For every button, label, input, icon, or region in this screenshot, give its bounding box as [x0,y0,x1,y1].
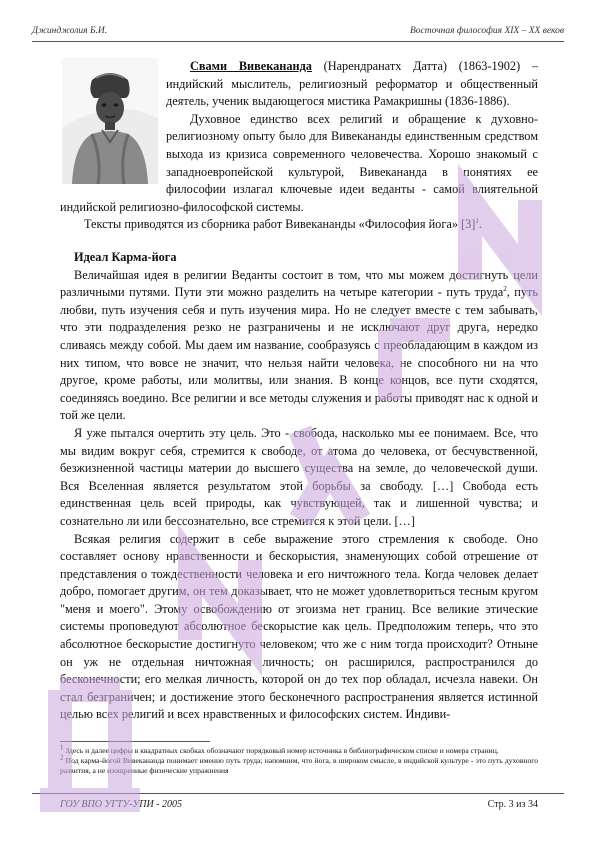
author-name: Свами Вивекананда [190,59,312,73]
page-number: Стр. 3 из 34 [487,799,538,810]
footnote-1-text: Здесь и далее цифры в квадратных скобках обозначают порядковый номер источника в библиографическом списке и номера страниц. [63,746,499,755]
intro-bio-text: (Нарендранатх Датта) (1863-1902) – индийский мыслитель, религиозный реформатор и общественный деятель, ученик выдающегося мистика Рамакришны (1836-1886). [166,59,538,109]
footnote-rule [60,741,210,742]
footnote-2-text: Под карма-йогой Вивекананда понимает именно путь труда; напомним, что йога, в широком смысле, в индийской культуре - это путь духовного развития, а не изощренные физические упражнения [60,756,538,776]
intro-block [60,58,538,234]
header-rule [32,41,564,42]
footnote-ref-2[interactable]: 2 [503,285,507,294]
header-course-title: Восточная философия XIX – XX веков [410,26,564,36]
section-title: Идеал Карма-йога [74,250,177,264]
section-paragraph-1-a: Величайшая идея в религии Веданты состоит в том, что мы можем достигнуть цели различными путями. Пути эти можно разделить на четыре категории - путь труда [60,267,538,300]
footer-institution: ГОУ ВПО УГТУ-УПИ - 2005 [60,799,183,810]
footnote-1 [60,743,538,756]
footnotes [60,741,538,777]
section-paragraph-3: Всякая религия содержит в себе выражение этого стремления к свободе. Оно составляет основу нравственности и бескорыстия, знаменующих собой отрешение от представления о тождественности человека и его ничтожного тела. Когда человек делает добро, помогает другим, он тем доказывает, что не может удовлетвориться тесным кругом "меня и моего". Этому освобождению от эгоизма нет границ. Все великие этические системы проповедуют абсолютное бескорыстие как цель. Предположим теперь, что это абсолютное бескорыстие достигнуто человеком; что же с ним тогда происходит? Отныне он уж не отдельная ничтожная личность; он расширился, распространился до бесконечности; его мелкая личность, которой он до тех пор обладал, исчезла навеки. Он стал безграничен; и достижение этого бесконечного распространения является истинной целью всех религий и всех нравственных и философских систем. Индиви- [60,531,538,722]
section-paragraph-1 [60,267,538,425]
page-footer [60,799,538,813]
intro-paragraph-3-text: Тексты приводятся из сборника работ Вивекананды «Философия йога» [3] [84,217,476,232]
footer-rule [32,793,564,794]
main-text [60,249,538,724]
section-paragraph-1-b: , путь любви, путь изучения себя и путь изучения мира. Но не следует вместе с тем забывать, что эти подразделения резко не разграничены и не исключают друг друга, нередко сливаясь между собой. Мы даем им название, сообразуясь с преобладающим в каждом из них типом, что вовсе не значит, что нельзя найти человека, не способного ни на что другое, кроме работы, или молитвы, или знания. В конце концов, все пути сходятся, соединяясь воедино. Все религии и все методы служения и работы приводят нас к одной и той же цели. [60,285,538,423]
page-header [32,26,564,40]
footnote-ref-1[interactable]: 1 [475,217,479,226]
intro-paragraph-2: Духовное единство всех религий и обращение к духовно-религиозному опыту было для Вивекананды единственным средством выхода из кризиса современного человечества. Хорошо знакомый с западноевропейской культурой, Вивекананда в понятиях ее философии излагал ключевые идеи веданты - самой влиятельной индийской религиозно-философской системы. [60,111,538,214]
intro-paragraph-3 [60,216,538,234]
intro-paragraph-3-end: . [478,217,482,232]
footnote-2 [60,753,538,776]
footnote-2-number: 2 [60,753,64,762]
footnote-1-number: 1 [60,743,64,752]
section-paragraph-2: Я уже пытался очертить эту цель. Это - свобода, насколько мы ее понимаем. Все, что мы видим вокруг себя, стремится к свободе, от атома до человека, от бесчувственной, безжизненной частицы материи до высшего существа на земле, до человеческой души. Вся Вселенная является результатом этой борьбы за свободу. […] Свобода есть единственная цель всей природы, как чувствующей, так и лишенной чувства; и сознательно ли или бессознательно, все стремится к этой цели. […] [60,425,538,528]
header-author: Джинджолия Б.И. [32,26,108,36]
